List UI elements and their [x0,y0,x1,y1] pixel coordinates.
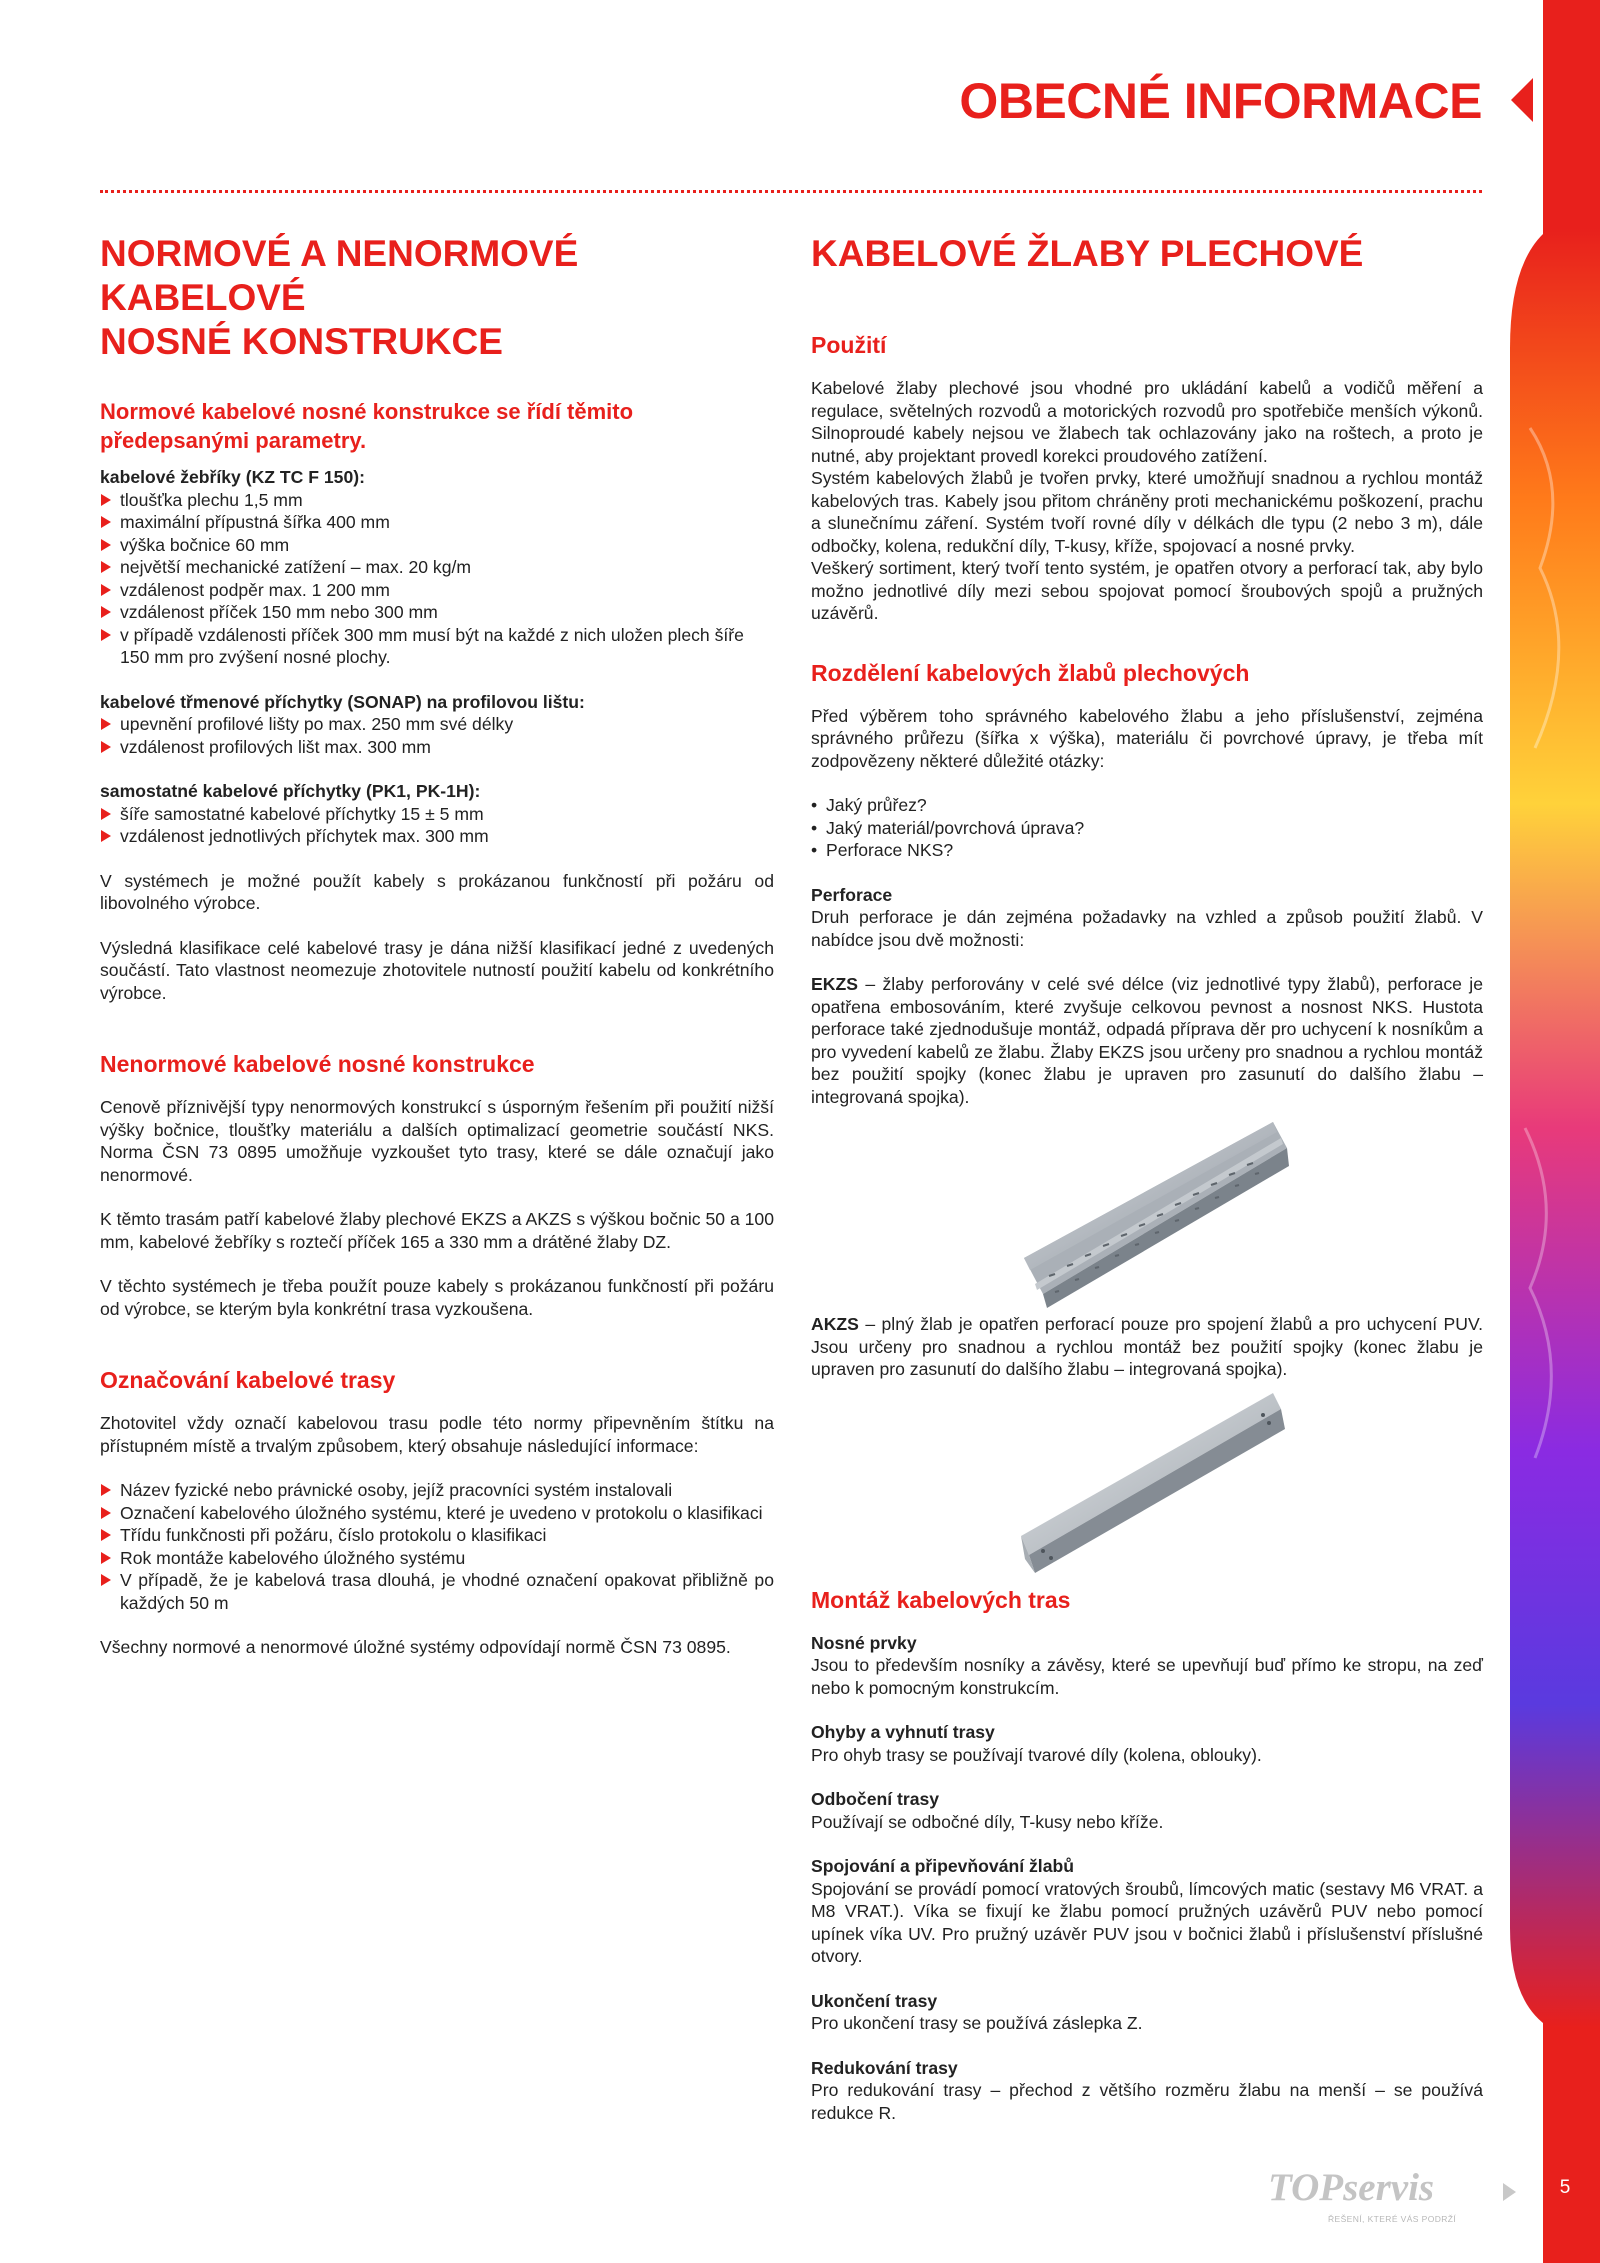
group3-heading: samostatné kabelové příchytky (PK1, PK-1H): [100,781,481,801]
group2-heading: kabelové třmenové příchytky (SONAP) na profilovou lištu: [100,691,585,712]
list-item: • Jaký materiál/povrchová úprava? [811,817,1483,840]
list-item: Rok montáže kabelového úložného systému [100,1547,774,1570]
montaz-heading-5: Ukončení trasy [811,1990,938,2011]
fire-banner-image [1510,228,1600,2028]
list-item: vzdálenost příček 150 mm nebo 300 mm [100,601,774,624]
list-item: vzdálenost jednotlivých příchytek max. 300 mm [100,825,774,848]
page-header-title: OBECNÉ INFORMACE [959,73,1482,129]
right-column [811,232,1483,2124]
akzs-description [811,1313,1483,1381]
montaz-heading-4: Spojování a připevňování žlabů [811,1856,1074,1876]
oznac-title: Označování kabelové trasy [100,1367,396,1393]
montaz-heading-1: Nosné prvky [811,1632,917,1653]
nenorm-paragraph-1: Cenově příznivější typy nenormových konstrukcí s úsporným řešením při použití nižší výšky bočnice, tloušťky materiálu a dalších optimalizací geometrie součástí NKS. Norma ČSN 73 0895 umožňuje vyzkoušet tyto trasy, které se dále označují jako nenormové. [100,1097,774,1185]
rozdeleni-title: Rozdělení kabelových žlabů plechových [811,659,1250,686]
akzs-tray-image [811,1381,1483,1586]
ekzs-tray-image [811,1108,1483,1313]
paragraph-1: V systémech je možné použít kabely s prokázanou funkčností při požáru od libovolného výrobce. [100,870,774,913]
page-number: 5 [1559,2177,1571,2198]
akzs-text: – plný žlab je opatřen perforací pouze pro spojení žlabů a pro uchycení PUV. Jsou určeny pro snadnou a rychlou montáž bez použití spojky (konec žlabu je upraven pro zasunutí do dalšího žlabu – integrovaná spojka). [811,1314,1483,1379]
list-item: vzdálenost podpěr max. 1 200 mm [100,579,774,602]
perforace-heading: Perforace [811,884,893,905]
left-section-title [100,232,774,364]
list-item: maximální přípustná šířka 400 mm [100,511,774,534]
montaz-text-2: Pro ohyb trasy se používají tvarové díly (kolena, oblouky). [811,1744,1262,1765]
list-item: Označení kabelového úložného systému, které je uvedeno v protokolu o klasifikaci [100,1502,774,1525]
pouziti-paragraph-3: Veškerý sortiment, který tvoří tento systém, je opatřen otvory a perforací tak, aby bylo možno jednotlivé díly mezi sebou spojovat pomocí šroubových spojů a pružných uzávěrů. [811,558,1483,623]
oznac-closing: Všechny normové a nenormové úložné systémy odpovídají normě ČSN 73 0895. [100,1637,731,1657]
next-page-arrow-icon [1503,2183,1516,2201]
pouziti-title: Použití [811,332,887,358]
list-item: největší mechanické zatížení – max. 20 kg/m [100,556,774,579]
pouziti-paragraph-1: Kabelové žlaby plechové jsou vhodné pro ukládání kabelů a vodičů měření a regulace, světelných rozvodů a motorických rozvodů pro spotřebiče menších výkonů. Silnoproudé kabely nejsou ve žlabech tak ochlazovány jako na roštech, a proto je nutné, aby projektant provedl korekci proudového zatížení. [811,378,1483,466]
list-item: výška bočnice 60 mm [100,534,774,557]
ekzs-text: – žlaby perforovány v celé své délce (viz jednotlivé typy žlabů), perforace je opatřena embosováním, které zvyšuje celkovou pevnost a nosnost NKS. Hustota perforace také zjednodušuje montáž, odpadá příprava děr pro uchycení k nosníkům a pro vyvedení kabelů ze žlabu. Žlaby EKZS jsou určeny pro snadnou a rychlou montáž bez použití spojky (konec žlabu je upraven pro zasunutí do dalšího žlabu – integrovaná spojka). [811,974,1483,1107]
group1-list [100,489,774,669]
rozdeleni-intro: Před výběrem toho správného kabelového žlabu a jeho příslušenství, zejména správného průřezu (šířka x výška), materiálu či povrchové úpravy, je třeba mít zodpovězeny některé důležité otázky: [811,705,1483,771]
ekzs-description [811,973,1483,1108]
questions-list [811,794,1483,862]
list-item: • Perforace NKS? [811,839,1483,862]
nenorm-paragraph-3: V těchto systémech je třeba použít pouze kabely s prokázanou funkčností při požáru od výrobce, se kterým byla konkrétní trasa vyzkoušena. [100,1276,774,1319]
header-divider [100,190,1482,193]
pouziti-paragraph-2: Systém kabelových žlabů je tvořen prvky, které umožňují snadnou a rychlou montáž kabelových tras. Kabely jsou přitom chráněny proti mechanickému poškození, prachu a slunečnímu záření. Systém tvoří rovné díly v délkách dle typu (2 nebo 3 m), dále odbočky, kolena, redukční díly, T-kusy, kříže, spojovací a nosné prvky. [811,468,1483,556]
list-item: vzdálenost profilových lišt max. 300 mm [100,736,774,759]
montaz-heading-3: Odbočení trasy [811,1789,940,1809]
left-title-line-1: NORMOVÉ A NENORMOVÉ KABELOVÉ [100,233,579,318]
nenorm-title: Nenormové kabelové nosné konstrukce [100,1051,535,1077]
group2-list [100,713,774,758]
montaz-text-5: Pro ukončení trasy se používá záslepka Z. [811,2013,1143,2033]
montaz-text-1: Jsou to především nosníky a závěsy, které se upevňují buď přímo ke stropu, na zeď nebo k pomocným konstrukcím. [811,1655,1483,1698]
montaz-text-3: Používají se odbočné díly, T-kusy nebo kříže. [811,1811,1164,1832]
lead-text: Normové kabelové nosné konstrukce se řídí těmito předepsanými parametry. [100,399,634,453]
montaz-text-4: Spojování se provádí pomocí vratových šroubů, límcových matic (sestavy M6 VRAT. a M8 VRAT.). Víka se fixují ke žlabu pomocí pružných uzávěrů PUV nebo pomocí upínek víka UV. Pro pružný uzávěr PUV jsou v bočnici žlabů i příslušenství příslušné otvory. [811,1878,1483,1966]
oznac-list [100,1479,774,1614]
group1-heading: kabelové žebříky (KZ TC F 150): [100,467,365,487]
list-item: • Jaký průřez? [811,794,1483,817]
list-item: V případě, že je kabelová trasa dlouhá, je vhodné označení opakovat přibližně po každých 50 m [100,1569,774,1614]
montaz-heading-6: Redukování trasy [811,2057,958,2078]
list-item: Název fyzické nebo právnické osoby, jejíž pracovníci systém instalovali [100,1479,774,1502]
left-title-line-2: NOSNÉ KONSTRUKCE [100,321,503,362]
left-column [100,232,774,1659]
perforace-text: Druh perforace je dán zejména požadavky na vzhled a způsob použití žlabů. V nabídce jsou dvě možnosti: [811,907,1483,950]
brand-tagline: ŘEŠENÍ, KTERÉ VÁS PODRŽÍ [1328,2214,1457,2224]
list-item: Třídu funkčnosti při požáru, číslo protokolu o klasifikaci [100,1524,774,1547]
oznac-intro: Zhotovitel vždy označí kabelovou trasu podle této normy připevněním štítku na přístupném místě a trvalým způsobem, který obsahuje následující informace: [100,1413,774,1456]
montaz-title: Montáž kabelových tras [811,1586,1071,1613]
brand-logo [1268,2168,1456,2231]
paragraph-2: Výsledná klasifikace celé kabelové trasy je dána nižší klasifikací jedné z uvedených součástí. Tato vlastnost neomezuje zhotovitele nutností použití kabelu od konkrétního výrobce. [100,937,774,1003]
right-section-title: KABELOVÉ ŽLABY PLECHOVÉ [811,233,1364,274]
brand-logo-text: TOPservis [1268,2166,1435,2209]
list-item: v případě vzdálenosti příček 300 mm musí být na každé z nich uložen plech šíře 150 mm pro zvýšení nosné plochy. [100,624,774,669]
montaz-text-6: Pro redukování trasy – přechod z většího rozměru žlabu na menší – se používá redukce R. [811,2080,1483,2123]
list-item: šíře samostatné kabelové příchytky 15 ± 5 mm [100,803,774,826]
group3-list [100,803,774,848]
list-item: upevnění profilové lišty po max. 250 mm své délky [100,713,774,736]
header-notch [1511,78,1533,122]
montaz-heading-2: Ohyby a vyhnutí trasy [811,1722,995,1742]
akzs-label: AKZS [811,1314,859,1334]
list-item: tloušťka plechu 1,5 mm [100,489,774,512]
ekzs-label: EKZS [811,974,858,994]
nenorm-paragraph-2: K těmto trasám patří kabelové žlaby plechové EKZS a AKZS s výškou bočnic 50 a 100 mm, kabelové žebříky s roztečí příček 165 a 330 mm a drátěné žlaby DZ. [100,1209,774,1252]
